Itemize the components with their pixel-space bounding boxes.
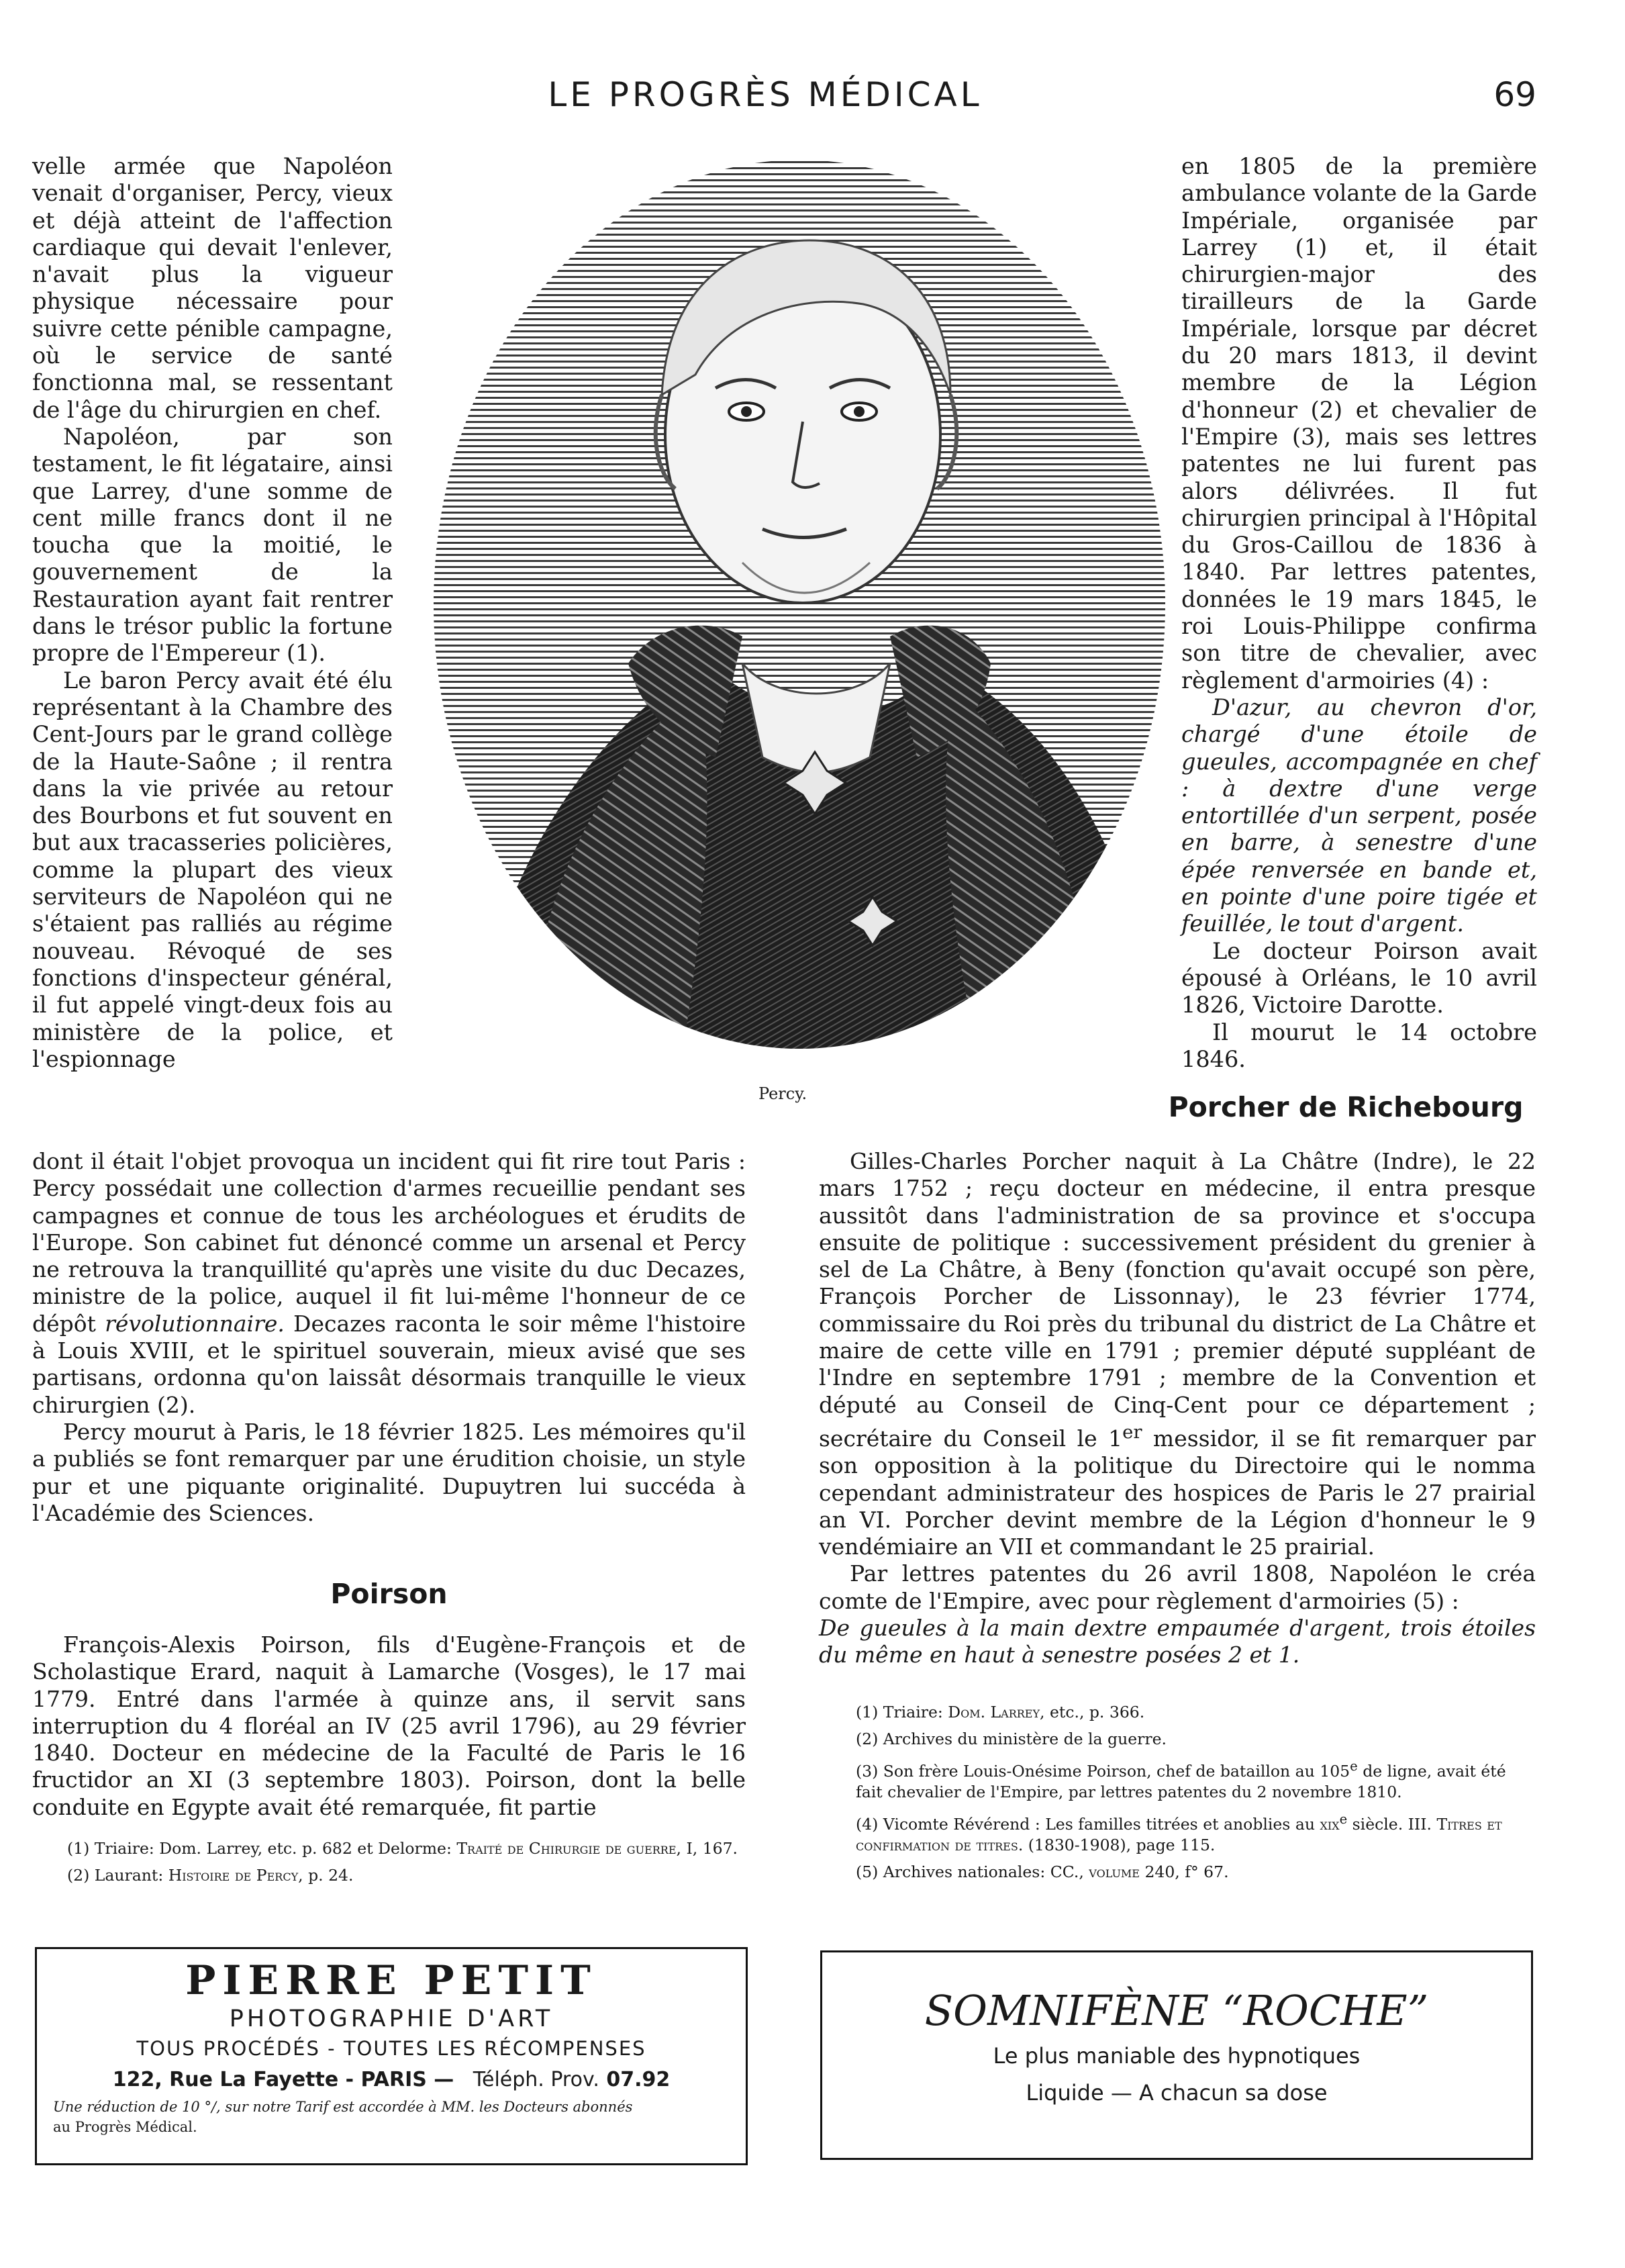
footnote (856, 1862, 1536, 1883)
section-title-porcher: Porcher de Richebourg (1168, 1091, 1524, 1123)
section-title-poirson: Poirson (330, 1578, 448, 1610)
paragraph: Napoléon, par son testament, le fit légataire, ainsi que Larrey, d'une somme de cent mille francs dont il ne toucha que la moitié, le gouvernement de la Restauration ayant fait rentrer dans le trésor public la fortune propre de l'Empereur (1). (32, 423, 393, 667)
footnote-text: , I, 167. (676, 1839, 738, 1858)
right-footnotes (856, 1702, 1536, 1889)
advertisement-pierre-petit (35, 1947, 748, 2165)
footnote-text: volume (1089, 1862, 1140, 1881)
ad-street-address: 122, Rue La Fayette - PARIS — (112, 2068, 454, 2091)
poirson-paragraph (32, 1632, 746, 1821)
footnote-text: (3) Son frère Louis-Onésime Poirson, chef de bataillon au 105 (856, 1761, 1350, 1781)
portrait-caption: Percy. (758, 1084, 807, 1103)
percy-portrait-image (427, 153, 1172, 1055)
porcher-text (819, 1148, 1536, 1669)
ad-phone-number: 07.92 (606, 2068, 671, 2091)
footnote-text: (1) Triaire: Dom. Larrey, etc. p. 682 et Delorme: (67, 1839, 457, 1858)
paragraph: Percy mourut à Paris, le 18 février 1825. Les mémoires qu'il a publiés se font remarquer par une érudition choisie, un style pur et une piquante originalité. Dupuytren lui succéda à l'Académie des Sciences. (32, 1418, 746, 1526)
paragraph (819, 1148, 1536, 1560)
footnote (856, 1702, 1536, 1723)
superscript: er (1122, 1421, 1142, 1443)
paragraph: Le docteur Poirson avait épousé à Orléans, le 10 avril 1826, Victoire Darotte. (1181, 937, 1537, 1019)
footnote-text: (5) Archives nationales: CC., (856, 1862, 1089, 1881)
footnote-text: 240, f° 67. (1139, 1862, 1229, 1881)
text-run: messidor, il se fit remarquer par son opposition à la politique du Directoire qui le nomma cependant administrateur des hospices de Paris le 27 prairial an VI. Porcher devint membre de la Légion d'honneur le 9 vendémiaire an VII et commandant le 25 prairial. (819, 1425, 1536, 1560)
ad-tagline: PHOTOGRAPHIE D'ART (229, 2005, 554, 2032)
ad-discount-note-end: au Progrès Médical. (53, 2119, 197, 2135)
paragraph: velle armée que Napoléon venait d'organiser, Percy, vieux et déjà atteint de l'affection cardiaque qui devait l'enlever, n'avait plus la vigueur physique nécessaire pour suivre cette pénible campagne, où le service de santé fonctionna mal, se ressentant de l'âge du chirurgien en chef. (32, 153, 393, 423)
ad-services: TOUS PROCÉDÉS - TOUTES LES RÉCOMPENSES (136, 2037, 646, 2060)
paragraph: Il mourut le 14 octobre 1846. (1181, 1019, 1537, 1072)
ad-phone-label: Téléph. Prov. (473, 2068, 599, 2091)
superscript: e (1350, 1758, 1358, 1774)
paragraph (32, 1148, 746, 1419)
ad-product-name: SOMNIFÈNE “ROCHE” (924, 1986, 1429, 2035)
footnote (856, 1809, 1536, 1856)
advertisement-somnifene (820, 1950, 1533, 2160)
footnote-text: (4) Vicomte Révérend : Les familles titrées et anoblies au (856, 1814, 1320, 1834)
text-run: Gilles-Charles Porcher naquit à La Châtre (Indre), le 22 mars 1752 ; reçu docteur en médecine, il entra presque aussitôt dans l'administration de sa province et s'occupa ensuite de politique : successivement président du grenier à sel de La Châtre, à Beny (fonction qu'avait occupé son père, François Porcher de Lissonnay), le 23 février 1774, commissaire du Roi près du tribunal du district de La Châtre et maire de cette ville en 1791 ; premier député suppléant de l'Indre en septembre 1791 ; membre de la Convention et député au Conseil de Cinq-Cent pour ce département ; secrétaire du Conseil le 1 (819, 1148, 1536, 1452)
running-head-title: LE PROGRÈS MÉDICAL (548, 75, 983, 114)
paragraph: Par lettres patentes du 26 avril 1808, Napoléon le créa comte de l'Empire, avec pour règlement d'armoiries (5) : (819, 1560, 1536, 1614)
footnote-text: siècle. III. (1347, 1814, 1437, 1834)
ad-product-dosage: Liquide — A chacun sa dose (1026, 2080, 1328, 2106)
ad-discount-note: Une réduction de 10 °/, sur notre Tarif est accordée à MM. les Docteurs abonnés (53, 2099, 633, 2115)
text-run: dont il était l'objet provoqua un incident qui fit rire tout Paris : Percy possédait une collection d'armes recueillie pendant ses campagnes et connue de tous les archéologues et érudits de l'Europe. Son cabinet fut dénoncé comme un arsenal et Percy ne retrouva la tranquillité qu'après une visite du duc Decazes, ministre de la police, auquel il fit lui-même l'honneur de ce dépôt (32, 1148, 746, 1337)
text-run: Decazes raconta le soir même l'histoire à Louis XVIII, et le spirituel souverain, mieux avisé que ses partisans, ordonna qu'on laissât désormais tranquille le vieux chirurgien (2). (32, 1310, 746, 1418)
paragraph: Le baron Percy avait été élu représentant à la Chambre des Cent-Jours par le grand collège de la Haute-Saône ; il rentra dans la vie privée au retour des Bourbons et fut souvent en but aux tracasseries policières, comme la plupart des vieux serviteurs de Napoléon qui ne s'étaient pas ralliés au régime nouveau. Révoqué de ses fonctions d'inspecteur général, il fut appelé vingt-deux fois au ministère de la police, et l'espionnage (32, 667, 393, 1072)
paragraph: François-Alexis Poirson, fils d'Eugène-François et de Scholastique Erard, naquit à Lamarche (Vosges), le 17 mai 1779. Entré dans l'armée à quinze ans, il servit sans interruption du 4 floréal an IV (25 avril 1796), au 29 février 1840. Docteur en médecine de la Faculté de Paris le 16 fructidor an XI (3 septembre 1803). Poirson, dont la belle conduite en Egypte avait été remarquée, fit partie (32, 1632, 746, 1820)
footnote-text: (2) Laurant: (67, 1866, 168, 1885)
ad-product-tagline: Le plus maniable des hypnotiques (993, 2043, 1361, 2069)
italic-text-run: révolutionnaire. (105, 1310, 285, 1337)
footnote-text: , etc., p. 366. (1040, 1703, 1145, 1721)
paragraph: en 1805 de la première ambulance volante de la Garde Impériale, organisée par Larrey (1) et, il était chirurgien-major des tirailleurs de la Garde Impériale, lorsque par décret du 20 mars 1813, il devint membre de la Légion d'honneur (2) et chevalier de l'Empire (3), mais ses lettres patentes ne lui furent pas alors délivrées. Il fut chirurgien principal à l'Hôpital du Gros-Caillou de 1836 à 1840. Par lettres patentes, données le 19 mars 1845, le roi Louis-Philippe confirma son titre de chevalier, avec règlement d'armoiries (4) : (1181, 153, 1537, 694)
footnote (67, 1838, 746, 1859)
footnote-title: Traité de Chirurgie de guerre (456, 1839, 677, 1858)
ad-address (37, 2063, 746, 2097)
coat-of-arms-description: D'azur, au chevron d'or, chargé d'une étoile de gueules, accompagnée en chef : à dextre d'une verge entortillée d'un serpent, posée en barre, à senestre d'une épée renversée en bande et, en pointe d'une poire tigée et feuillée, le tout d'argent. (1181, 694, 1537, 937)
footnote-title: Dom. Larrey (948, 1703, 1040, 1721)
footnote-text: (1) Triaire: (856, 1703, 948, 1721)
right-column-narrow (1181, 153, 1537, 1073)
footnote-text: xix (1320, 1814, 1340, 1834)
footnote-title: Histoire de Percy (168, 1866, 299, 1885)
coat-of-arms-description: De gueules à la main dextre empaumée d'argent, trois étoiles du même en haut à senestre posées 2 et 1. (819, 1615, 1536, 1668)
footnote-title: Titres et confirmation de titres (856, 1814, 1502, 1854)
portrait-engraving (427, 153, 1172, 1055)
superscript: e (1339, 1811, 1348, 1827)
left-footnotes (67, 1838, 746, 1892)
footnote-text: . (1830-1908), page 115. (1018, 1835, 1216, 1854)
footnote: (2) Archives du ministère de la guerre. (856, 1730, 1167, 1748)
page-number: 69 (1493, 75, 1536, 114)
footnote (67, 1865, 746, 1886)
footnote-text: de ligne, avait été fait chevalier de l'Empire, par lettres patentes du 2 novembre 1810. (856, 1761, 1506, 1801)
ad-brand-name: PIERRE PETIT (185, 1957, 597, 2004)
left-column-narrow (32, 153, 393, 1073)
footnote (856, 1756, 1536, 1803)
footnote-text: , p. 24. (298, 1866, 354, 1885)
left-column-wide (32, 1148, 746, 1527)
